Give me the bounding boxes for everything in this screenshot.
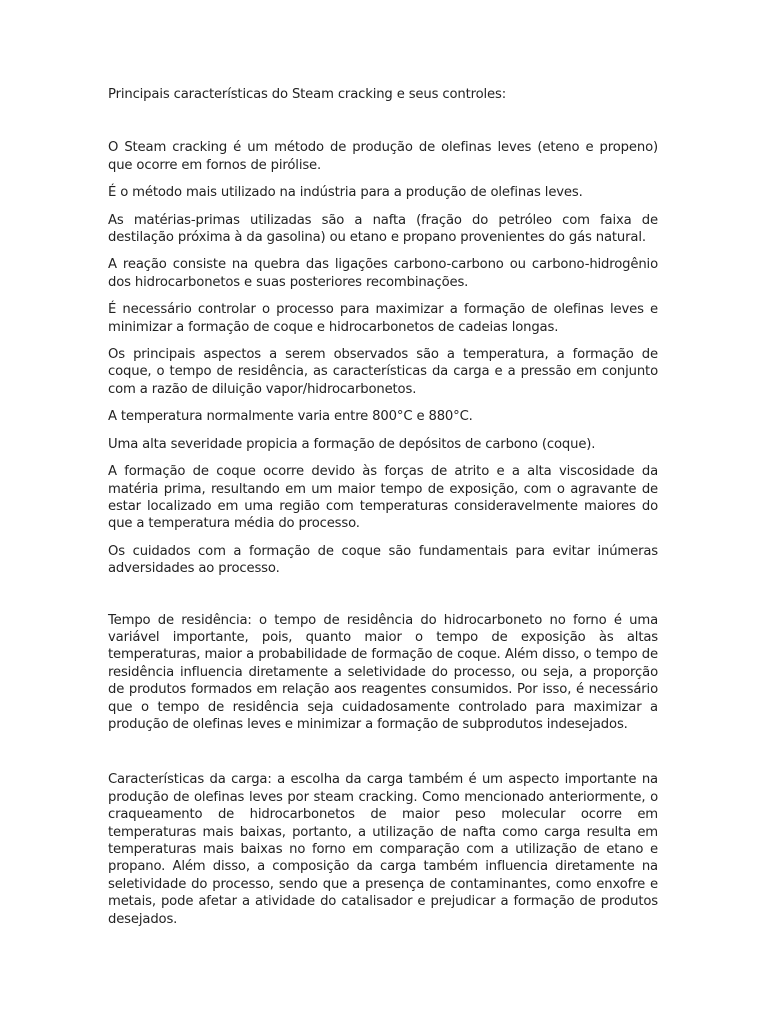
paragraph: O Steam cracking é um método de produção de olefinas leves (eteno e propeno) que ocorre em fornos de pirólise. xyxy=(108,140,658,173)
paragraph: É o método mais utilizado na indústria para a produção de olefinas leves. xyxy=(108,185,583,201)
paragraph: A temperatura normalmente varia entre 800°C e 880°C. xyxy=(108,409,473,425)
paragraph: Uma alta severidade propicia a formação de depósitos de carbono (coque). xyxy=(108,436,596,452)
paragraph: Os cuidados com a formação de coque são fundamentais para evitar inúmeras adversidades ao processo. xyxy=(108,543,658,577)
paragraph: A reação consiste na quebra das ligações carbono-carbono ou carbono-hidrogênio dos hidrocarbonetos e suas posteriores recombinações. xyxy=(108,257,658,290)
paragraph-feed-characteristics: Características da carga: a escolha da carga também é um aspecto importante na produção de olefinas leves por steam cracking. Como mencionado anteriormente, o craqueamento de hidrocarbonetos de maior peso molecular ocorre em temperaturas mais baixas, portanto, a utilização de nafta como carga resulta em temperaturas mais baixas no forno em comparação com a utilização de etano e propano. Além disso, a composição da carga também influencia diretamente na seletividade do processo, sendo que a presença de contaminantes, como enxofre e metais, pode afetar a atividade do catalisador e prejudicar a formação de produtos desejados. xyxy=(108,772,658,927)
paragraph: A formação de coque ocorre devido às forças de atrito e a alta viscosidade da matéria prima, resultando em um maior tempo de exposição, com o agravante de estar localizado em uma região com temperaturas consideravelmente maiores do que a temperatura média do processo. xyxy=(108,464,658,532)
paragraph: É necessário controlar o processo para maximizar a formação de olefinas leves e minimizar a formação de coque e hidrocarbonetos de cadeias longas. xyxy=(108,302,658,335)
document-page xyxy=(108,86,658,938)
paragraph-residence-time: Tempo de residência: o tempo de residência do hidrocarboneto no forno é uma variável importante, pois, quanto maior o tempo de exposição às altas temperaturas, maior a probabilidade de formação de coque. Além disso, o tempo de residência influencia diretamente a seletividade do processo, ou seja, a proporção de produtos formados em relação aos reagentes consumidos. Por isso, é necessário que o tempo de residência seja cuidadosamente controlado para maximizar a produção de olefinas leves e minimizar a formação de subprodutos indesejados. xyxy=(108,612,658,732)
document-title: Principais características do Steam cracking e seus controles: xyxy=(108,87,506,102)
paragraph: As matérias-primas utilizadas são a nafta (fração do petróleo com faixa de destilação próxima à da gasolina) ou etano e propano provenientes do gás natural. xyxy=(108,212,658,246)
paragraph: Os principais aspectos a serem observados são a temperatura, a formação de coque, o tempo de residência, as características da carga e a pressão em conjunto com a razão de diluição vapor/hidrocarbonetos. xyxy=(108,347,658,397)
